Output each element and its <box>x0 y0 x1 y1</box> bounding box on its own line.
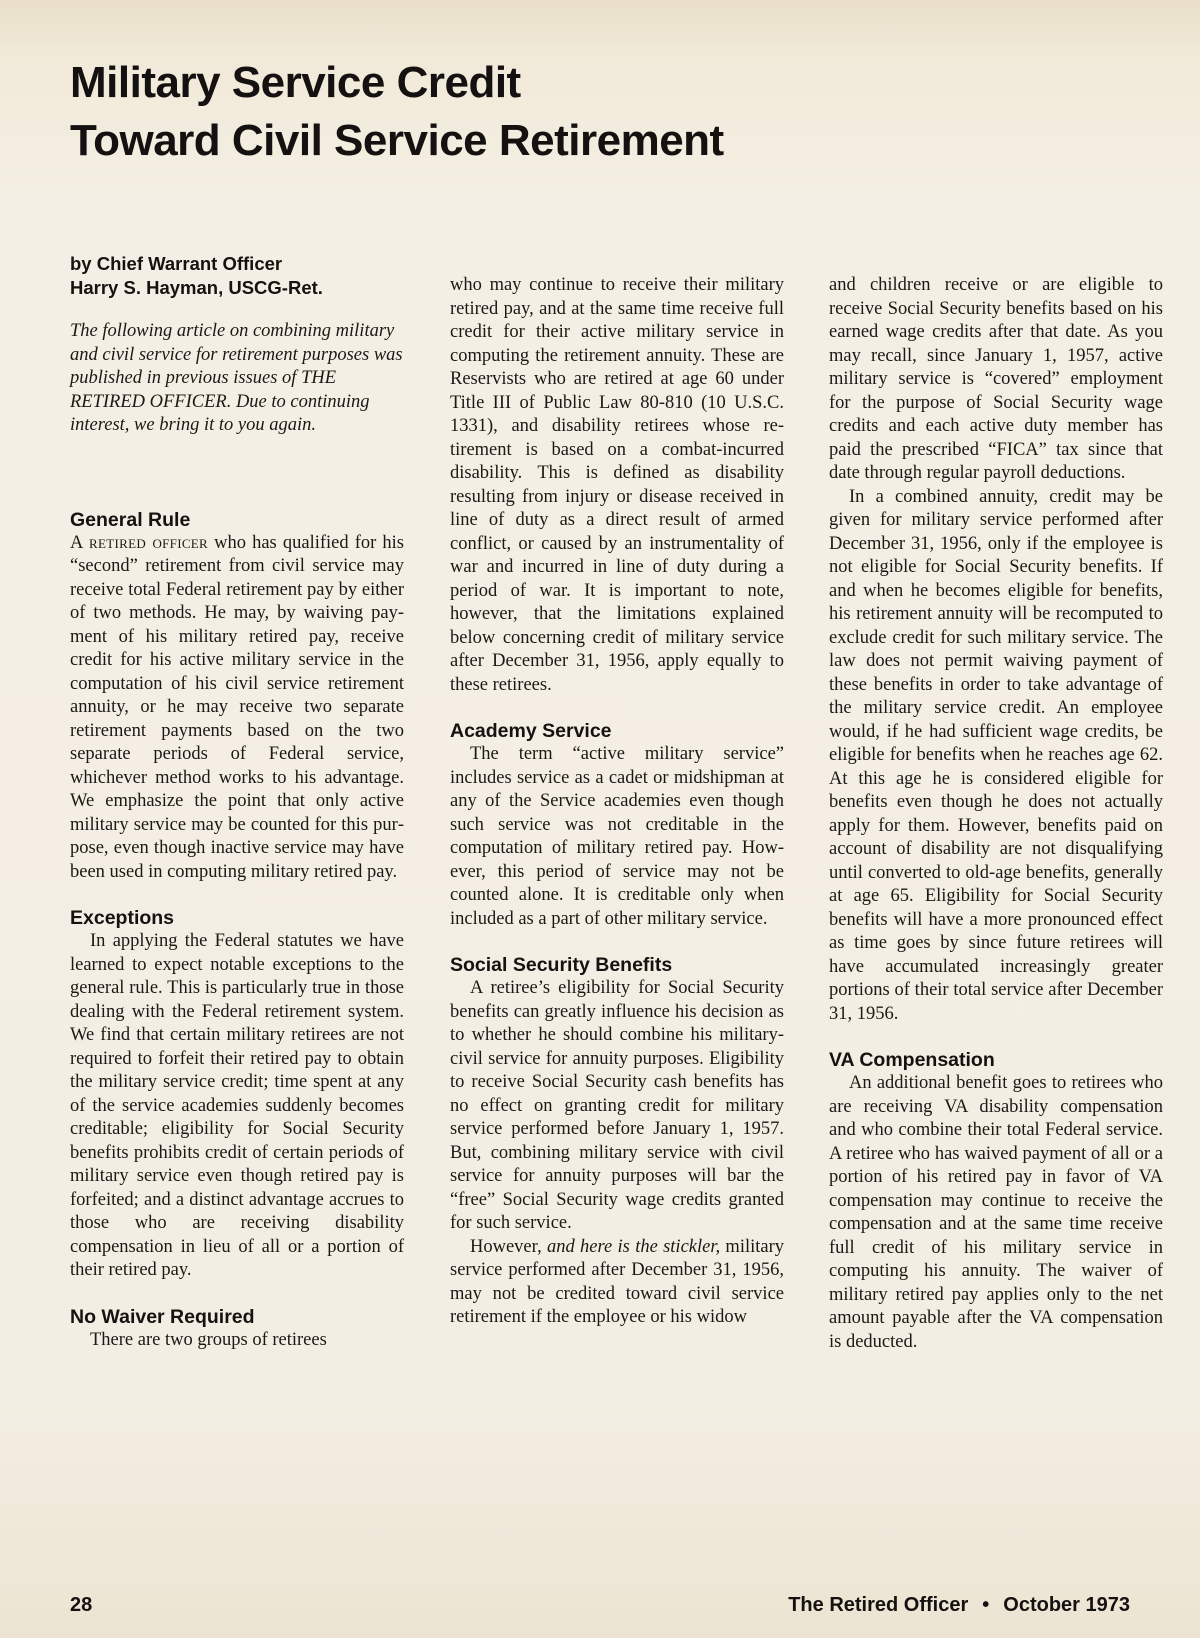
heading-va-compensation: VA Compensation <box>829 1049 995 1071</box>
issue-date: October 1973 <box>1003 1594 1130 1616</box>
page-footer <box>70 1592 1130 1622</box>
social-security-paragraph-1: A retiree’s eligibility for Social Security benefits can greatly influence his decision as to whether he should combine his military-civil service for annuity purposes. Eligibility to receive Social Security cash benefits has no effect on granting credit for military service performed before January 1, 1957. But, combining military service with civil service for annuity purposes will bar the “free” Social Security wage credits granted for such service. <box>450 978 784 1233</box>
byline-line-1: by Chief Warrant Officer <box>70 253 283 274</box>
byline-line-2: Harry S. Hayman, USCG-Ret. <box>70 277 323 298</box>
stickler-emphasis: and here is the stickler, <box>547 1236 721 1257</box>
heading-exceptions: Exceptions <box>70 907 175 929</box>
page-number: 28 <box>70 1594 93 1616</box>
social-security-paragraph-2-cont: and children receive or are eligible to receive Social Security benefits based on his earned wage credits after that date. As you may recall, since January 1, 1957, active military service is “covered” employment for the purpose of Social Security wage credits and each active duty member has paid the prescribed “FICA” tax since that date through regular payroll deductions. <box>829 275 1163 483</box>
publication-name: The Retired Officer <box>788 1594 969 1616</box>
heading-social-security: Social Security Benefits <box>450 954 673 976</box>
heading-academy-service: Academy Service <box>450 720 612 742</box>
footer-publication-info <box>788 1592 1130 1618</box>
general-rule-text: who has qualified for his “second” retirement from civil service may receive total Federal retirement pay by either of two methods. He may, by waiving payment of his military retired pay, receive credit for his active military service in the computation of his civil service retirement annuity, or he may receive two separate retirement payments based on the two separate periods of Federal service, whichever method works to his advantage. We emphasize the point that only active military service may be counted for this purpose, even though inactive service may have been used in computing military retired pay. <box>70 532 405 882</box>
article-title <box>70 54 1070 170</box>
stickler-before: However, <box>470 1236 547 1257</box>
intro-paragraph: The following article on combining military and civil service for retirement purposes was published in previous issues of THE RETIRED OFFICER. Due to continuing interest, we bring it to you again. <box>70 321 403 435</box>
column-1 <box>70 320 404 1352</box>
stickler-after: military service performed after December 31, 1956, may not be credited toward civil service retirement if the employee or his widow <box>450 1236 785 1327</box>
title-line-1: Military Service Credit <box>70 58 521 107</box>
exceptions-paragraph: In applying the Federal statutes we have learned to expect notable exceptions to the general rule. This is particularly true in those dealing with the Federal retirement system. We find that certain military retirees are not required to forfeit their retired pay to obtain the military service credit; time spent at any of the service academies suddenly becomes creditable; eligibility for Social Security benefits prohibits credit of certain periods of military service even though retired pay is forfeited; and a distinct advantage accrues to those who are receiving disability compensation in lieu of all or a portion of their retired pay. <box>70 931 404 1280</box>
bullet-separator: • <box>982 1594 990 1616</box>
social-security-paragraph-3: In a combined annuity, credit may be given for military service performed after December 31, 1956, only if the employee is not eligible for Social Security benefits. If and when he becomes eligible for benefits, his retirement annuity will be recomputed to exclude credit for such military service. The law does not permit waiving payment of these benefits in order to take advantage of the military service credit. An employee would, if he had sufficient wage credits, be eligible for benefits when he reaches age 62. At this age he is considered eligible for benefits even though he does not actually apply for them. However, benefits paid on account of disability are not disqualifying until converted to old-age benefits, generally at age 65. Eligibility for Social Security benefits will have a more pronounced effect as time goes by since future retirees will have accumulated increasingly greater portions of their total service after December 31, 1956. <box>829 486 1163 1024</box>
no-waiver-paragraph-start: There are two groups of retirees <box>90 1329 327 1350</box>
title-line-2: Toward Civil Service Retirement <box>70 116 724 165</box>
byline <box>70 252 410 300</box>
general-rule-lead: A retired officer <box>70 532 209 553</box>
heading-general-rule: General Rule <box>70 508 191 531</box>
general-rule-paragraph <box>70 532 404 885</box>
social-security-paragraph-2 <box>450 1236 784 1330</box>
column-3 <box>829 274 1163 1354</box>
no-waiver-paragraph-cont: who may continue to receive their military retired pay, and at the same time receive full credit for their active military service in computing the retirement annuity. These are Reservists who are retired at age 60 under Title III of Public Law 80-810 (10 U.S.C. 1331), and disability retirees whose retirement is based on a combat-incurred disability. This is defined as disability resulting from injury or disease received in line of duty as a direct result of armed conflict, or caused by an instrumentality of war and incurred in line of duty during a period of war. It is important to note, however, that the limitations explained below concerning credit of military service after December 31, 1956, apply equally to these retirees. <box>450 275 784 695</box>
academy-paragraph: The term “active military service” includes service as a cadet or midshipman at any of the Service academies even though such service was not creditable in the computation of military retired pay. However, this period of service may not be counted alone. It is creditable only when included as a part of other military service. <box>450 744 784 929</box>
heading-no-waiver: No Waiver Required <box>70 1305 255 1328</box>
va-paragraph: An additional benefit goes to retirees who are receiving VA disability compensation and who combine their total Federal service. A retiree who has waived payment of all or a portion of his retired pay in favor of VA compensation may continue to receive the compensation and at the same time receive full credit of his military service in computing his annuity. The waiver of military retired pay applies only to the net amount payable after the VA compensation is deducted. <box>829 1073 1163 1352</box>
column-2 <box>450 274 784 1330</box>
